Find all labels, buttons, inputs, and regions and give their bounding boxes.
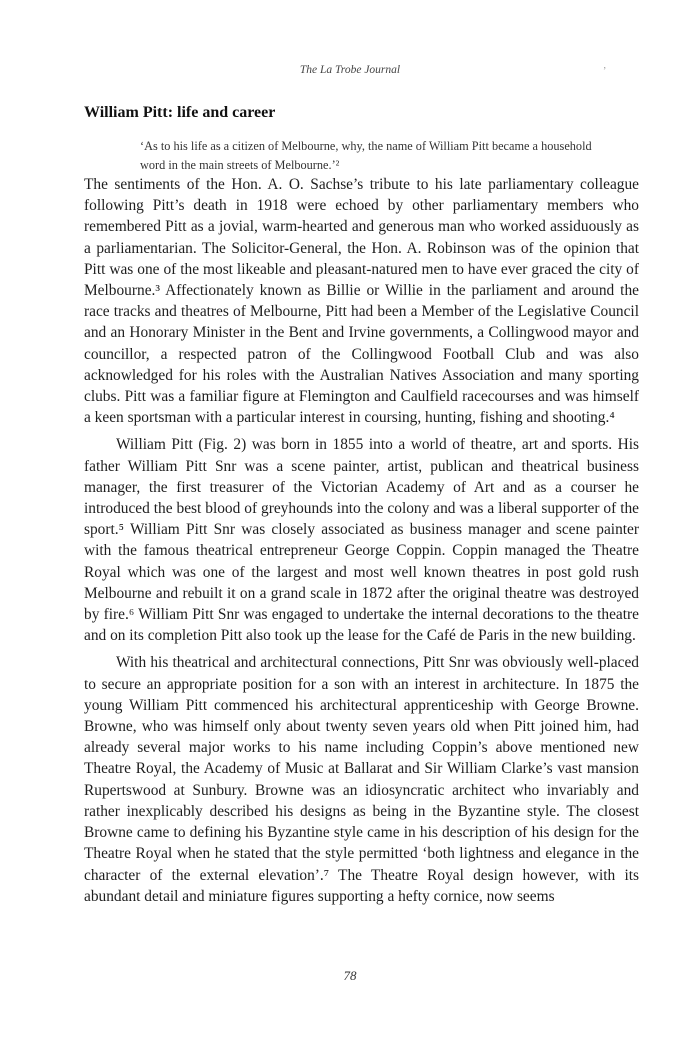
running-header: The La Trobe Journal (299, 64, 401, 76)
paragraph-2: William Pitt (Fig. 2) was born in 1855 into a world of theatre, art and sports. His father William Pitt Snr was a scene painter, artist, publican and theatrical business manager, the first treasurer of the Victorian Academy of Art and as a courser he introduced the best blood of greyhounds into the colony and was a liberal supporter of the sport.⁵ William Pitt Snr was closely associated as business manager and scene painter with the famous theatrical entrepreneur George Coppin. Coppin managed the Theatre Royal which was one of the largest and most well known theatres in post gold rush Melbourne and rebuilt it on a grand scale in 1872 after the original theatre was destroyed by fire.⁶ William Pitt Snr was engaged to undertake the internal decorations to the theatre and on its completion Pitt also took up the lease for the Café de Paris in the new building. (84, 436, 639, 645)
body-text (84, 174, 639, 907)
paragraph-1: The sentiments of the Hon. A. O. Sachse’s tribute to his late parliamentary colleague following Pitt’s death in 1918 were echoed by other parliamentary members who remembered Pitt as a jovial, warm-hearted and generous man who worked assiduously as a parliamentarian. The Solicitor-General, the Hon. A. Robinson was of the opinion that Pitt was one of the most likeable and pleasant-natured men to have ever graced the city of Melbourne.³ Affectionately known as Billie or Willie in the parliament and around the race tracks and theatres of Melbourne, Pitt had been a Member of the Legislative Council and an Honorary Minister in the Bent and Irvine governments, a Collingwood mayor and councillor, a respected patron of the Collingwood Football Club and was also acknowledged for his roles with the Australian Natives Association and many sporting clubs. Pitt was a familiar figure at Flemington and Caulfield racecourses and was himself a keen sportsman with a particular interest in coursing, hunting, fishing and shooting.⁴ (84, 176, 639, 427)
page-number: 78 (343, 968, 357, 983)
header-mark: ’ (603, 66, 607, 77)
paragraph-3: With his theatrical and architectural connections, Pitt Snr was obviously well-placed to secure an appropriate position for a son with an interest in architecture. In 1875 the young William Pitt commenced his architectural apprenticeship with George Browne. Browne, who was himself only about twenty seven years old when Pitt joined him, had already several major works to his name including Coppin’s above mentioned new Theatre Royal, the Academy of Music at Ballarat and Sir William Clarke’s vast mansion Rupertswood at Sunbury. Browne was an idiosyncratic architect who invariably and rather inexplicably described his designs as being in the Byzantine style. The closest Browne came to defining his Byzantine style came in his description of his design for the Theatre Royal when he stated that the style permitted ‘both lightness and elegance in the character of the external elevation’.⁷ The Theatre Royal design however, with its abundant detail and miniature figures supporting a hefty cornice, now seems (84, 654, 639, 905)
epigraph-quote: ‘As to his life as a citizen of Melbourne, why, the name of William Pitt became a household word in the main streets of Melbourne.’² (140, 139, 592, 172)
section-heading: William Pitt: life and career (84, 104, 276, 121)
